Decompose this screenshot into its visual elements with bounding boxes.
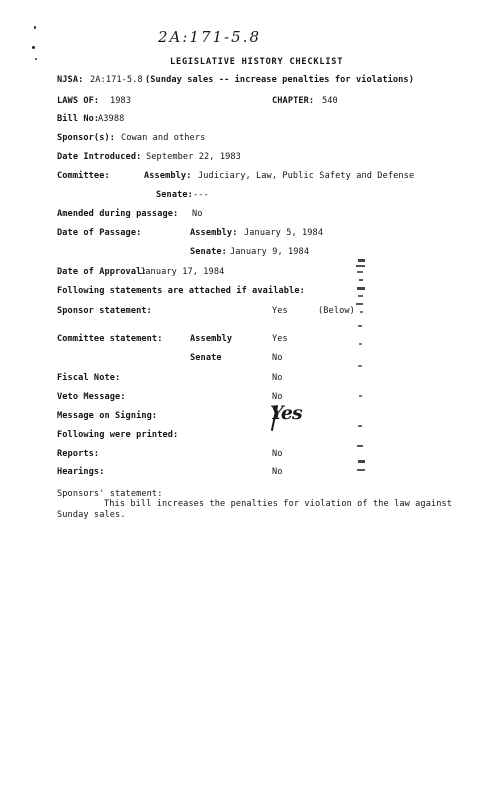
fiscal-note-label: Fiscal Note:: [57, 373, 121, 383]
message-on-signing-value: Yes: [270, 402, 302, 424]
amended-label: Amended during passage:: [57, 209, 179, 219]
committee-statement-assembly-label: Assembly: [190, 334, 233, 344]
passage-senate-value: January 9, 1984: [230, 247, 310, 257]
margin-speck: [32, 46, 35, 49]
statement-line-1: This bill increases the penalties for violation of the law against: [104, 499, 453, 509]
veto-message-value: No: [272, 392, 283, 402]
committee-statement-senate-value: No: [272, 353, 283, 363]
committee-statement-assembly-value: Yes: [272, 334, 288, 344]
message-on-signing-label: Message on Signing:: [57, 411, 158, 421]
passage-assembly-label: Assembly:: [190, 228, 238, 238]
passage-senate-label: Senate:: [190, 247, 227, 257]
bill-no-label: Bill No:: [57, 114, 100, 124]
handwritten-stroke-mark: [268, 404, 282, 432]
committee-assembly-label: Assembly:: [144, 171, 192, 181]
reports-label: Reports:: [57, 449, 100, 459]
hearings-value: No: [272, 467, 283, 477]
committee-assembly-value: Judiciary, Law, Public Safety and Defense: [198, 171, 415, 181]
sponsor-statement-note: (Below): [318, 306, 355, 316]
passage-assembly-value: January 5, 1984: [244, 228, 324, 238]
committee-label: Committee:: [57, 171, 110, 181]
chapter-label: CHAPTER:: [272, 96, 315, 106]
following-printed-heading: Following were printed:: [57, 430, 179, 440]
sponsor-statement-value: Yes: [272, 306, 288, 316]
fiscal-note-value: No: [272, 373, 283, 383]
laws-of-value: 1983: [110, 96, 132, 106]
following-attached-heading: Following statements are attached if available:: [57, 286, 305, 296]
statement-line-2: Sunday sales.: [57, 510, 126, 520]
laws-of-label: LAWS OF:: [57, 96, 100, 106]
bill-no-value: A3988: [98, 114, 125, 124]
sponsors-value: Cowan and others: [121, 133, 206, 143]
date-introduced-value: September 22, 1983: [146, 152, 241, 162]
sponsors-label: Sponsor(s):: [57, 133, 116, 143]
scan-edge-marks: [352, 255, 374, 480]
njsa-description: (Sunday sales -- increase penalties for violations): [145, 75, 414, 85]
veto-message-label: Veto Message:: [57, 392, 126, 402]
hearings-label: Hearings:: [57, 467, 105, 477]
committee-senate-value: ---: [193, 190, 209, 200]
date-of-approval-value: January 17, 1984: [140, 267, 225, 277]
reports-value: No: [272, 449, 283, 459]
date-introduced-label: Date Introduced:: [57, 152, 142, 162]
amended-value: No: [192, 209, 203, 219]
handwritten-reference: 2A:171-5.8: [158, 28, 261, 46]
chapter-value: 540: [322, 96, 338, 106]
margin-speck: [34, 26, 36, 29]
committee-statement-label: Committee statement:: [57, 334, 163, 344]
date-of-approval-label: Date of Approval:: [57, 267, 147, 277]
sponsor-statement-label: Sponsor statement:: [57, 306, 152, 316]
committee-statement-senate-label: Senate: [190, 353, 222, 363]
committee-senate-label: Senate:: [156, 190, 193, 200]
njsa-label: NJSA:: [57, 75, 84, 85]
njsa-value: 2A:171-5.8: [90, 75, 143, 85]
page-title: LEGISLATIVE HISTORY CHECKLIST: [170, 57, 344, 67]
margin-speck: [35, 58, 37, 60]
statement-heading: Sponsors' statement:: [57, 489, 163, 499]
date-of-passage-label: Date of Passage:: [57, 228, 142, 238]
